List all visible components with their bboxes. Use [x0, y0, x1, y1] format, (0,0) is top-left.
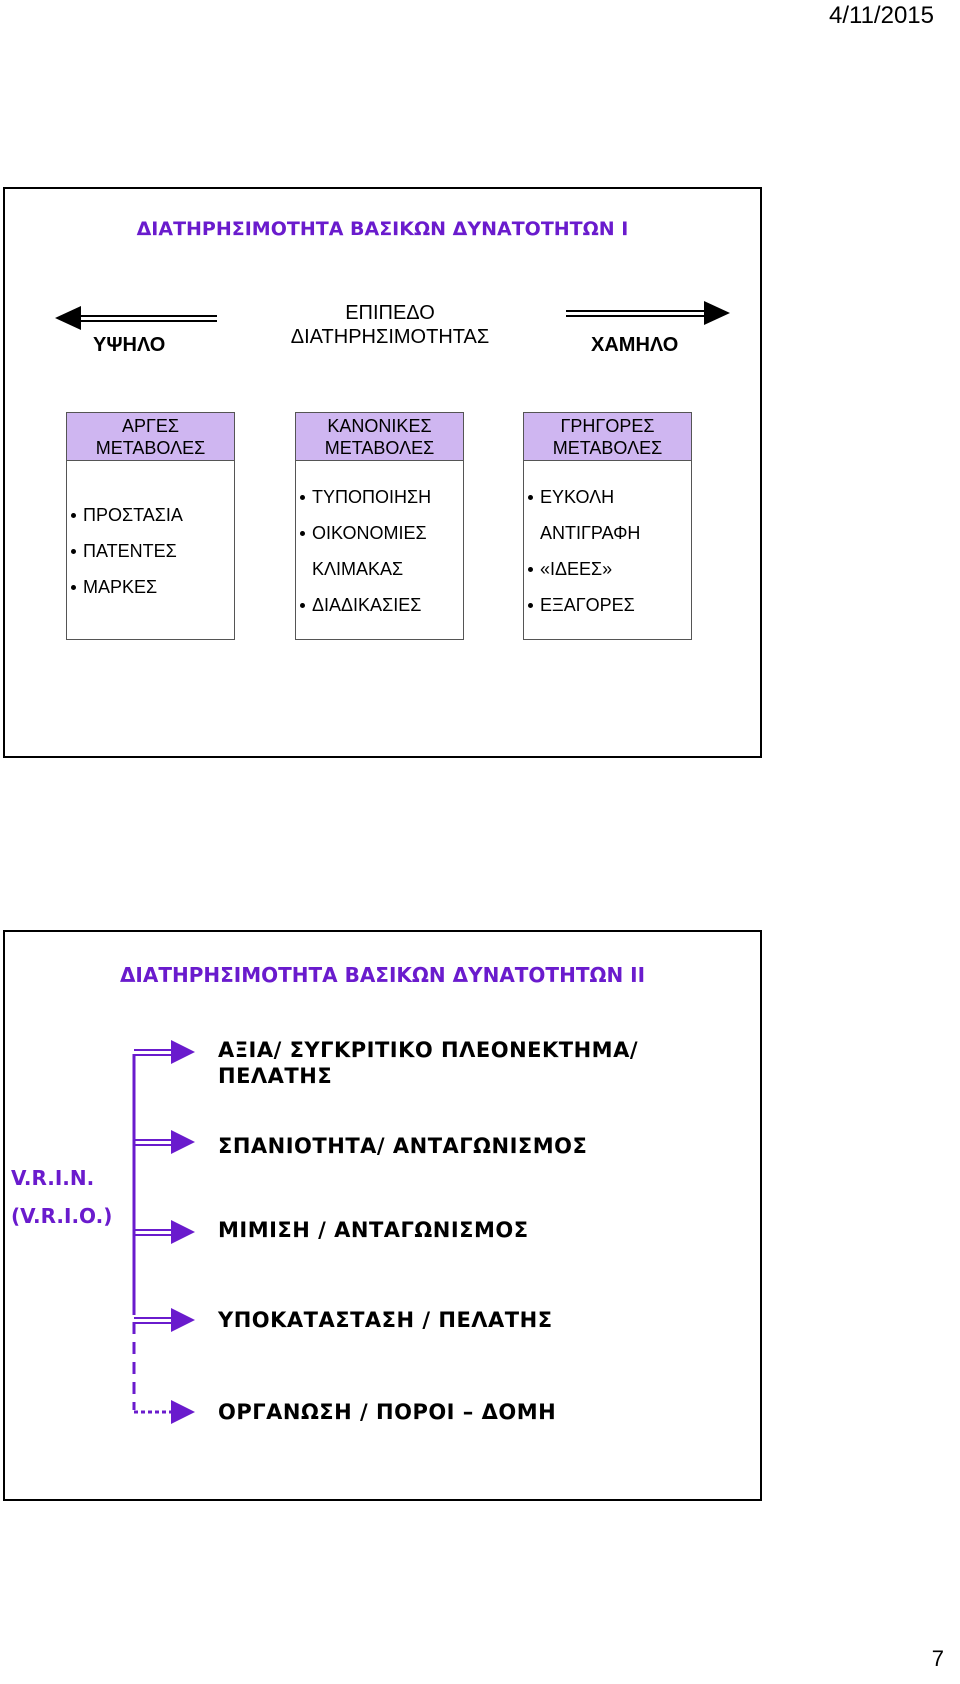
list-item: ΠΡΟΣΤΑΣΙΑ	[67, 497, 234, 533]
imitation-item: ΜΙΜΙΣΗ / ΑΝΤΑΓΩΝΙΣΜΟΣ	[218, 1218, 529, 1242]
left-arrow-icon	[55, 306, 217, 330]
normal-changes-box	[295, 412, 464, 640]
dotted-arrow-icon	[134, 1400, 195, 1424]
list-item: ΤΥΠΟΠΟΙΗΣΗ	[296, 479, 463, 515]
arrow-icon	[134, 1130, 195, 1154]
arrow-icon	[134, 1308, 195, 1332]
vrin-label: V.R.I.N.	[11, 1166, 95, 1190]
arrow-icon	[134, 1220, 195, 1244]
list-item: ΔΙΑΔΙΚΑΣΙΕΣ	[296, 587, 463, 623]
right-arrow-icon	[566, 301, 730, 325]
value-item	[218, 1037, 638, 1089]
level-label	[245, 301, 535, 349]
organization-item: ΟΡΓΑΝΩΣΗ / ΠΟΡΟΙ – ΔΟΜΗ	[218, 1400, 557, 1424]
level-label-line1: ΕΠΙΠΕΔΟ	[345, 302, 435, 324]
slow-changes-box	[66, 412, 235, 640]
low-label: ΧΑΜΗΛΟ	[591, 334, 679, 356]
list-item: ΜΑΡΚΕΣ	[67, 569, 234, 605]
column-body	[296, 461, 463, 623]
column-header	[524, 413, 691, 461]
slide-maintainability-2	[3, 930, 762, 1501]
high-label: ΥΨΗΛΟ	[93, 334, 166, 356]
header-line2: ΜΕΤΑΒΟΛΕΣ	[552, 438, 663, 458]
header-line2: ΜΕΤΑΒΟΛΕΣ	[95, 438, 206, 458]
column-header	[296, 413, 463, 461]
fast-changes-box	[523, 412, 692, 640]
column-header	[67, 413, 234, 461]
arrow-icon	[134, 1040, 195, 1064]
slide-maintainability-1	[3, 187, 762, 758]
page-number: 7	[931, 1646, 944, 1671]
item-line2: ΠΕΛΑΤΗΣ	[218, 1064, 333, 1088]
list-item-continued: ΚΛΙΜΑΚΑΣ	[312, 559, 404, 579]
level-label-line2: ΔΙΑΤΗΡΗΣΙΜΟΤΗΤΑΣ	[290, 326, 490, 348]
list-item: ΟΙΚΟΝΟΜΙΕΣ	[296, 515, 463, 551]
header-line1: ΚΑΝΟΝΙΚΕΣ	[327, 416, 432, 436]
vrio-label: (V.R.I.O.)	[11, 1204, 113, 1228]
substitution-item: ΥΠΟΚΑΤΑΣΤΑΣΗ / ΠΕΛΑΤΗΣ	[218, 1308, 553, 1332]
header-line2: ΜΕΤΑΒΟΛΕΣ	[324, 438, 435, 458]
slide-title: ΔΙΑΤΗΡΗΣΙΜΟΤΗΤΑ ΒΑΣΙΚΩΝ ΔΥΝΑΤΟΤΗΤΩΝ ΙΙ	[119, 963, 646, 987]
list-item: ΕΞΑΓΟΡΕΣ	[524, 587, 691, 623]
item-line1: ΑΞΙΑ/ ΣΥΓΚΡΙΤΙΚΟ ΠΛΕΟΝΕΚΤΗΜΑ/	[218, 1038, 638, 1062]
page-date: 4/11/2015	[829, 2, 934, 29]
rarity-item: ΣΠΑΝΙΟΤΗΤΑ/ ΑΝΤΑΓΩΝΙΣΜΟΣ	[218, 1134, 588, 1158]
header-line1: ΑΡΓΕΣ	[121, 416, 180, 436]
list-item: «ΙΔΕΕΣ»	[524, 551, 691, 587]
list-item-continued: ΑΝΤΙΓΡΑΦΗ	[540, 523, 641, 543]
list-item: ΠΑΤΕΝΤΕΣ	[67, 533, 234, 569]
column-body	[524, 461, 691, 623]
header-line1: ΓΡΗΓΟΡΕΣ	[560, 416, 655, 436]
list-item: ΕΥΚΟΛΗ	[524, 479, 691, 515]
slide-title: ΔΙΑΤΗΡΗΣΙΜΟΤΗΤΑ ΒΑΣΙΚΩΝ ΔΥΝΑΤΟΤΗΤΩΝ Ι	[136, 218, 629, 240]
column-body	[67, 461, 234, 605]
